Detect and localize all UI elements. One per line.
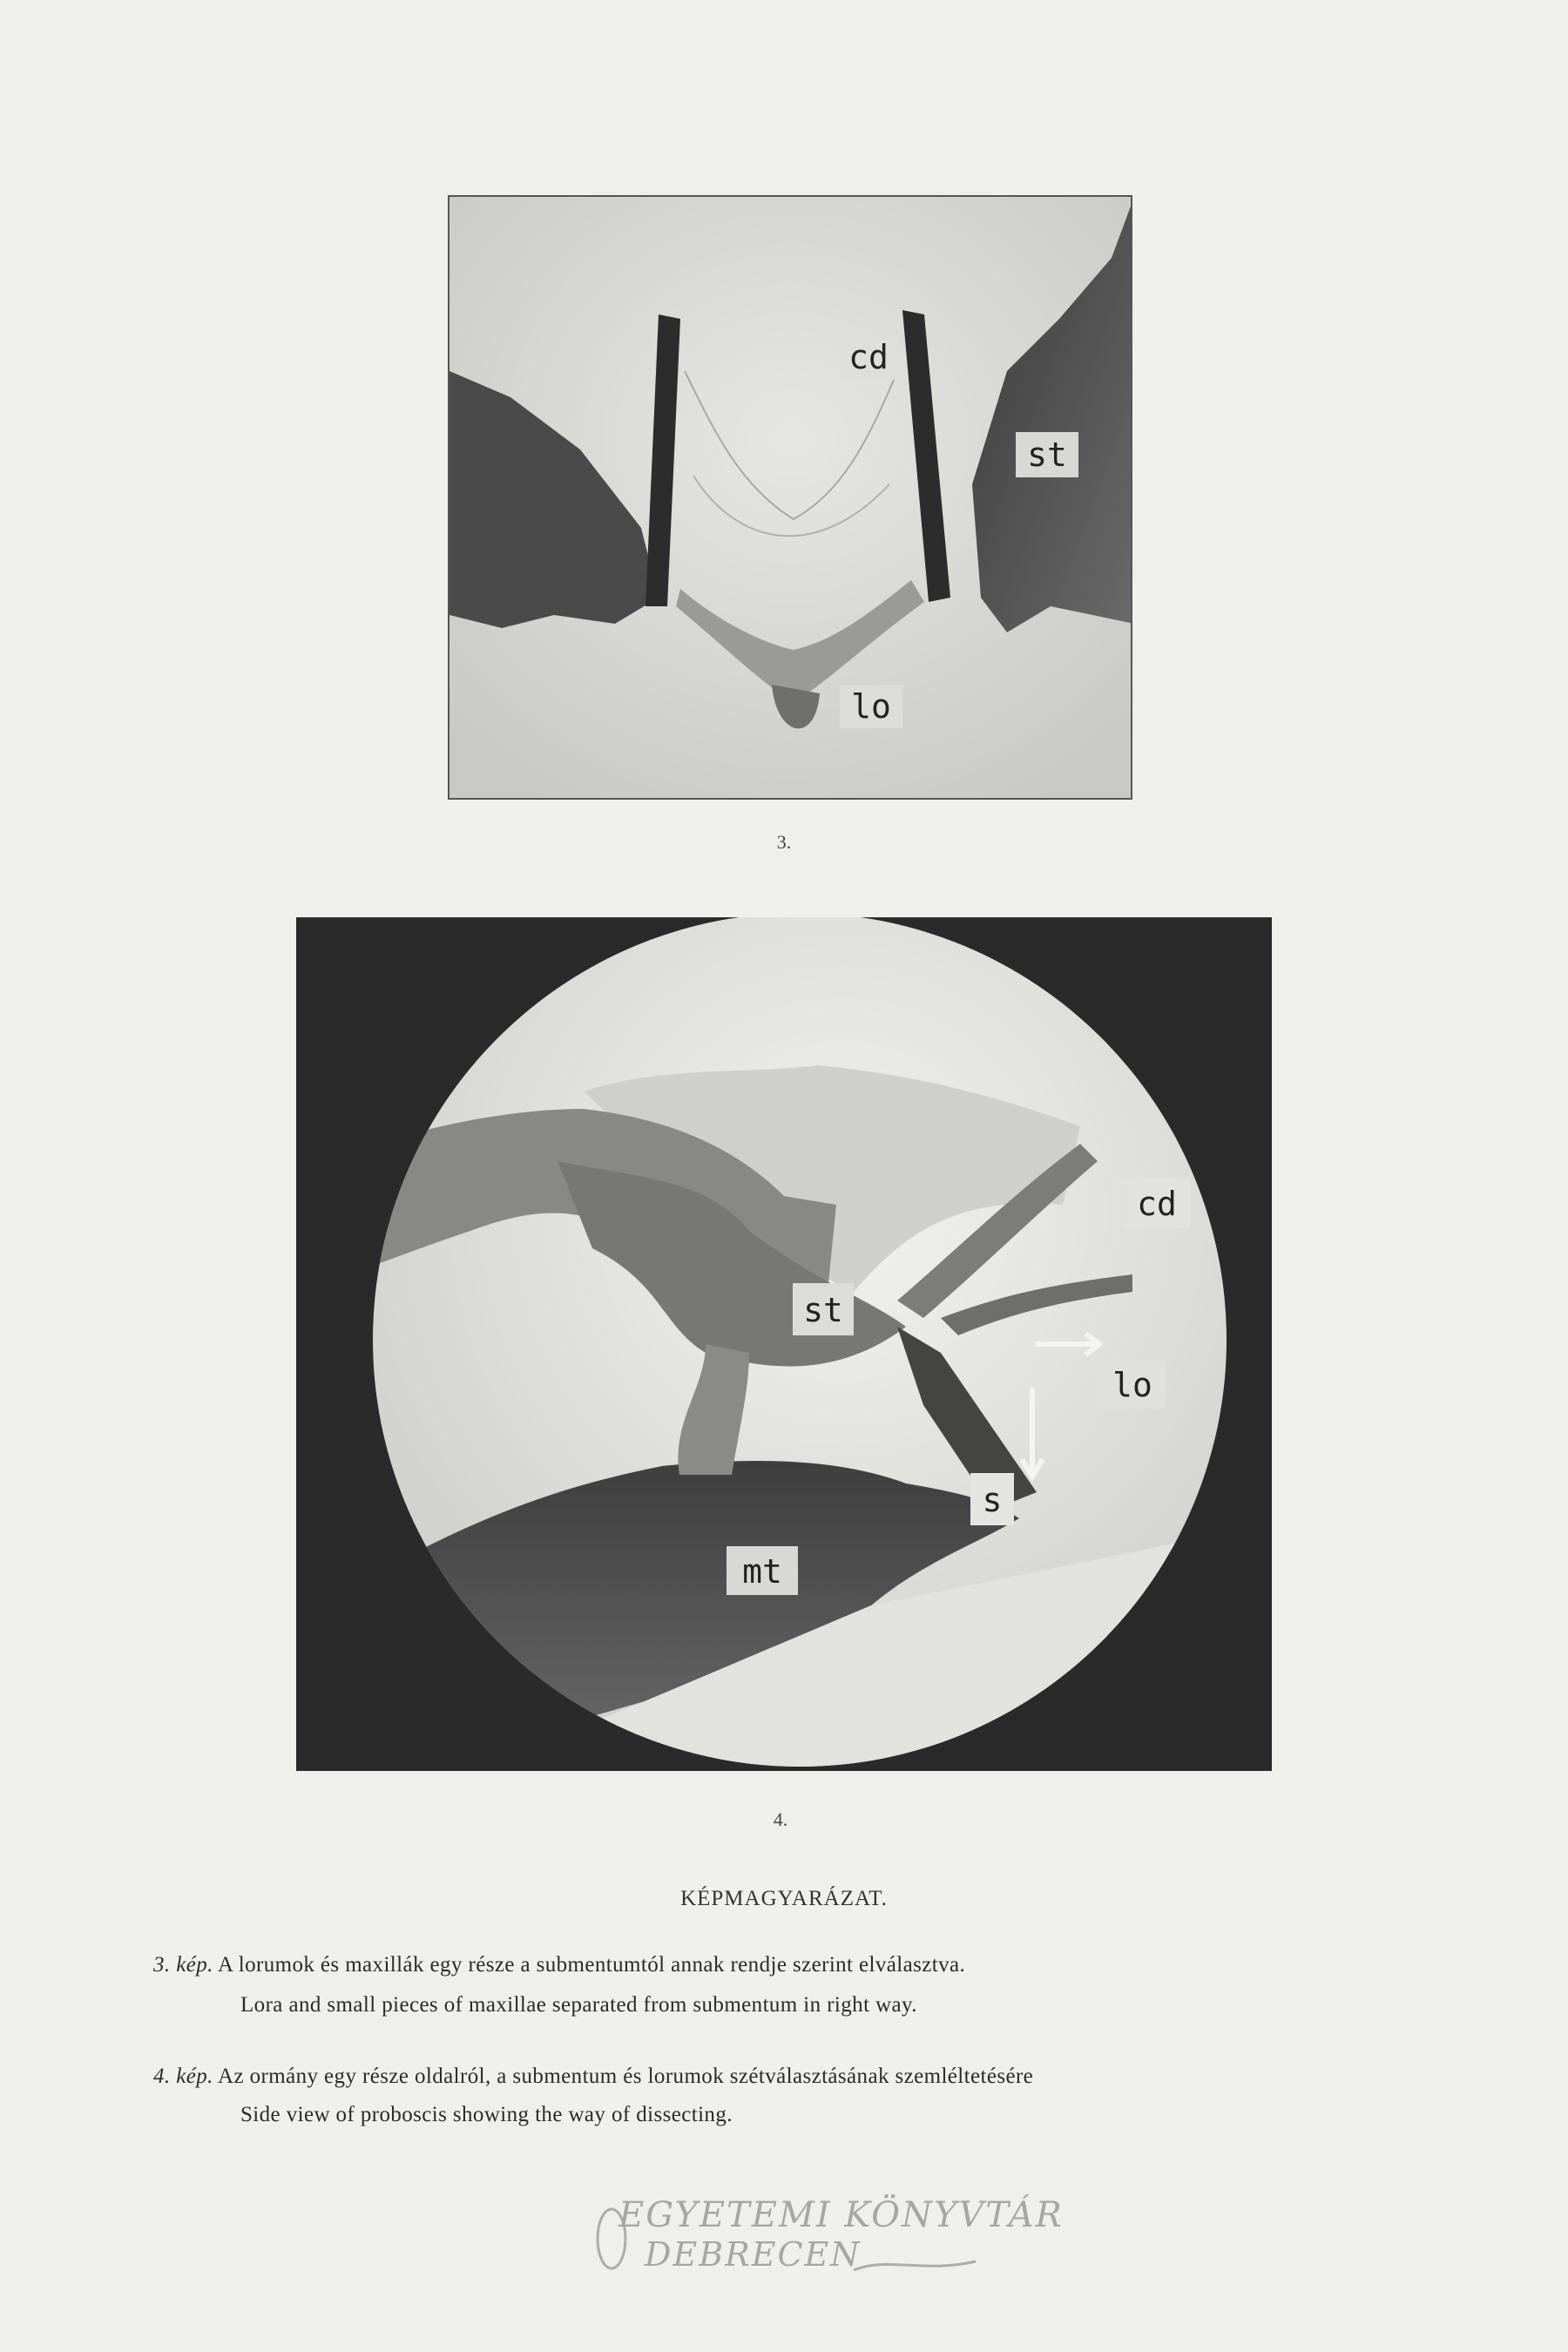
library-stamp (592, 2186, 1064, 2282)
caption-3-english: Lora and small pieces of maxillae separated from submentum in right way. (240, 1993, 917, 2017)
figure-3-image (448, 195, 1132, 800)
figure-3-number: 3. (776, 831, 792, 853)
caption-3-hungarian (153, 1953, 965, 1977)
fig4-label-s: s (982, 1481, 1003, 1519)
fig3-label-lo: lo (851, 687, 891, 726)
caption-3-number: 3. kép. (153, 1953, 213, 1977)
figure-4-number: 4. (773, 1808, 788, 1830)
fig3-label-cd: cd (848, 338, 889, 376)
stamp-line-1: EGYETEMI KÖNYVTÁR (618, 2195, 1064, 2235)
figure-4-image (296, 917, 1272, 1771)
caption-4-hungarian-text: Az ormány egy része oldalról, a submentum és lorumok szétválasztásának szemléltetésére (218, 2065, 1034, 2088)
fig4-label-st: st (803, 1291, 843, 1329)
caption-4-number: 4. kép. (153, 2065, 213, 2088)
fig3-label-st: st (1027, 436, 1067, 474)
fig4-label-cd: cd (1137, 1185, 1177, 1223)
fig4-label-lo: lo (1112, 1366, 1152, 1404)
caption-3-hungarian-text: A lorumok és maxillák egy része a submentumtól annak rendje szerint elválasztva. (218, 1953, 966, 1977)
stamp-line-2: DEBRECEN (645, 2235, 862, 2274)
fig4-label-mt: mt (742, 1552, 782, 1591)
caption-4-hungarian (153, 2065, 1033, 2089)
caption-heading: KÉPMAGYARÁZAT. (680, 1887, 888, 1910)
caption-4-english: Side view of proboscis showing the way of dissecting. (240, 2103, 733, 2126)
